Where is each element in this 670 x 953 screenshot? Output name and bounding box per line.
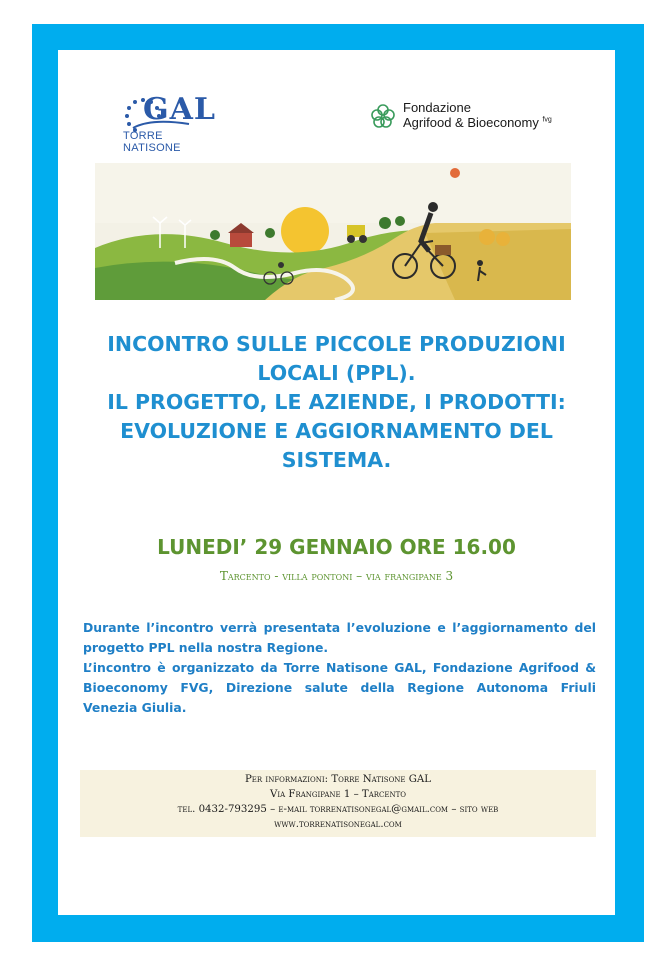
info-heading: Per informazioni: Torre Natisone GAL (244, 774, 432, 785)
gal-logo (121, 92, 221, 152)
fondazione-logo (369, 100, 579, 136)
title-line: INCONTRO SULLE PICCOLE PRODUZIONI (107, 332, 566, 356)
description-paragraph: L’incontro è organizzato da Torre Natisone GAL, Fondazione Agrifood & Bioeconomy FVG, Direzione salute della Regione Autonoma Friuli Venezia Giulia. (83, 660, 596, 715)
description-paragraph: Durante l’incontro verrà presentata l’evoluzione e l’aggiornamento del progetto PPL nella nostra Regione. (83, 620, 596, 655)
gal-subtitle: TORRE NATISONE (123, 130, 181, 154)
contact-info-box (80, 770, 596, 837)
flower-emblem-icon (369, 102, 397, 130)
event-venue: Tarcento - villa pontoni – via frangipane 3 (219, 569, 454, 583)
countryside-cyclist-illustration (95, 163, 571, 300)
fondazione-name: Agrifood & Bioeconomy (403, 115, 539, 130)
event-date: LUNEDI’ 29 GENNAIO ORE 16.00 (157, 535, 516, 559)
fondazione-line1: Fondazione (403, 100, 471, 115)
event-title (78, 330, 595, 475)
title-line: EVOLUZIONE E AGGIORNAMENTO DEL (120, 419, 553, 443)
gal-wordmark: GAL (143, 92, 216, 127)
poster-page (58, 50, 615, 915)
fondazione-fvg: fvg (542, 116, 552, 124)
info-contacts: tel. 0432-793295 – e-mail torrenatisonegal@gmail.com – sito web (177, 804, 499, 815)
title-line: LOCALI (PPL). (257, 361, 416, 385)
info-address: Via Frangipane 1 – Tarcento (269, 789, 407, 800)
event-description (83, 618, 596, 718)
title-line: IL PROGETTO, LE AZIENDE, I PRODOTTI: (107, 390, 566, 414)
fondazione-line2 (403, 115, 552, 130)
title-line: SISTEMA. (281, 448, 392, 472)
info-website[interactable]: www.torrenatisonegal.com (274, 819, 402, 830)
